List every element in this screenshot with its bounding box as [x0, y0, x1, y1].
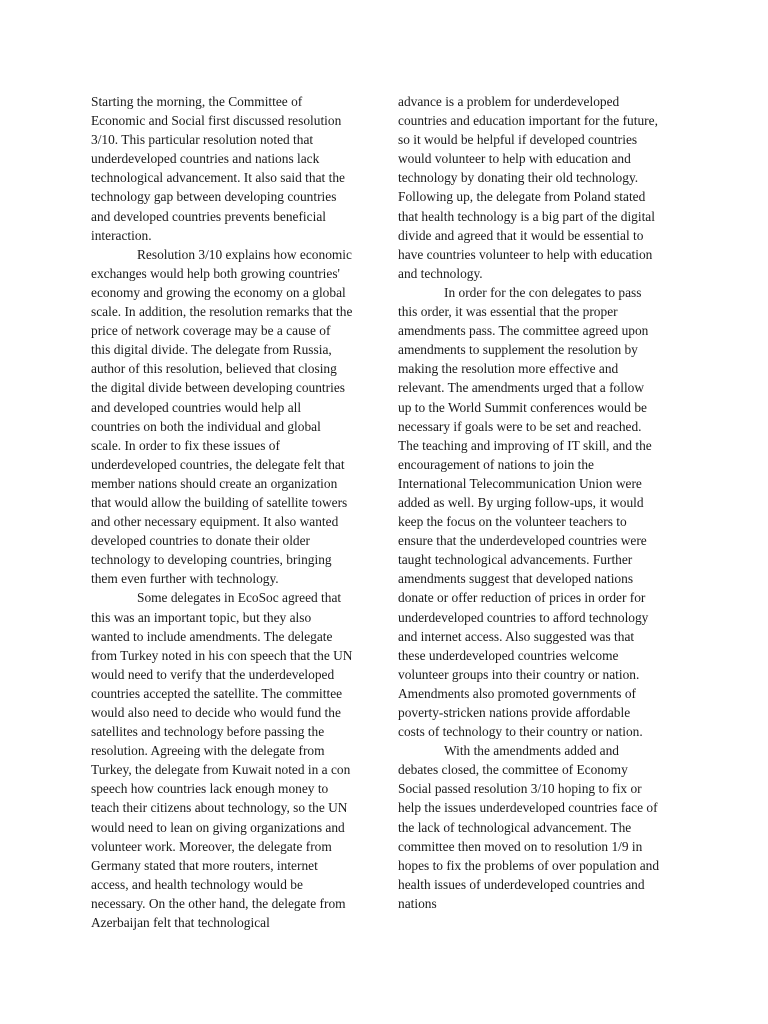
text-column-left: [91, 92, 353, 932]
paragraph: Resolution 3/10 explains how economic exchanges would help both growing countries' economy and growing the economy on a global scale. In addition, the resolution remarks that the price of network coverage may be a cause of this digital divide. The delegate from Russia, author of this resolution, believed that closing the digital divide between developing countries and developed countries would help all countries on both the individual and global scale. In order to fix these issues of underdeveloped countries, the delegate felt that member nations should create an organization that would allow the building of satellite towers and other necessary equipment. It also wanted developed countries to donate their older technology to developing countries, bringing them even further with technology.: [91, 246, 353, 587]
paragraph: Some delegates in EcoSoc agreed that this was an important topic, but they also wanted to include amendments. The delegate from Turkey noted in his con speech that the UN would need to verify that the underdeveloped countries accepted the satellite. The committee would also need to decide who would fund the satellites and technology before passing the resolution. Agreeing with the delegate from Turkey, the delegate from Kuwait noted in a con speech how countries lack enough money to teach their citizens about technology, so the UN would need to lean on giving organizations and volunteer work. Moreover, the delegate from Germany stated that more routers, internet access, and health technology would be necessary. On the other hand, the delegate from Azerbaijan felt that technological: [91, 590, 353, 931]
paragraph: With the amendments added and debates closed, the committee of Economy Social passed resolution 3/10 hoping to fix or help the issues underdeveloped countries face of the lack of technological advancement. The committee then moved on to resolution 1/9 in hopes to fix the problems of over population and health issues of underdeveloped countries and nations: [398, 743, 660, 911]
paragraph: In order for the con delegates to pass this order, it was essential that the proper amendments pass. The committee agreed upon amendments to supplement the resolution by making the resolution more effective and relevant. The amendments urged that a follow up to the World Summit conferences would be necessary if goals were to be set and reached. The teaching and improving of IT skill, and the encouragement of nations to join the International Telecommunication Union were added as well. By urging follow-ups, it would keep the focus on the volunteer teachers to ensure that the underdeveloped countries were taught technological advancements. Further amendments suggest that developed nations donate or offer reduction of prices in order for underdeveloped countries to afford technology and internet access. Also suggested was that these underdeveloped countries welcome volunteer groups into their country or nation. Amendments also promoted governments of poverty-stricken nations provide affordable costs of technology to their country or nation.: [398, 284, 652, 740]
paragraph: Starting the morning, the Committee of Economic and Social first discussed resolution 3/10. This particular resolution noted that underdeveloped countries and nations lack technological advancement. It also said that the technology gap between developing countries and developed countries prevents beneficial interaction.: [91, 94, 345, 243]
paragraph: advance is a problem for underdeveloped countries and education important for the future, so it would be helpful if developed countries would volunteer to help with education and technology by donating their old technology. Following up, the delegate from Poland stated that health technology is a big part of the digital divide and agreed that it would be essential to have countries volunteer to help with education and technology.: [398, 94, 658, 281]
text-column-right: [398, 92, 660, 913]
